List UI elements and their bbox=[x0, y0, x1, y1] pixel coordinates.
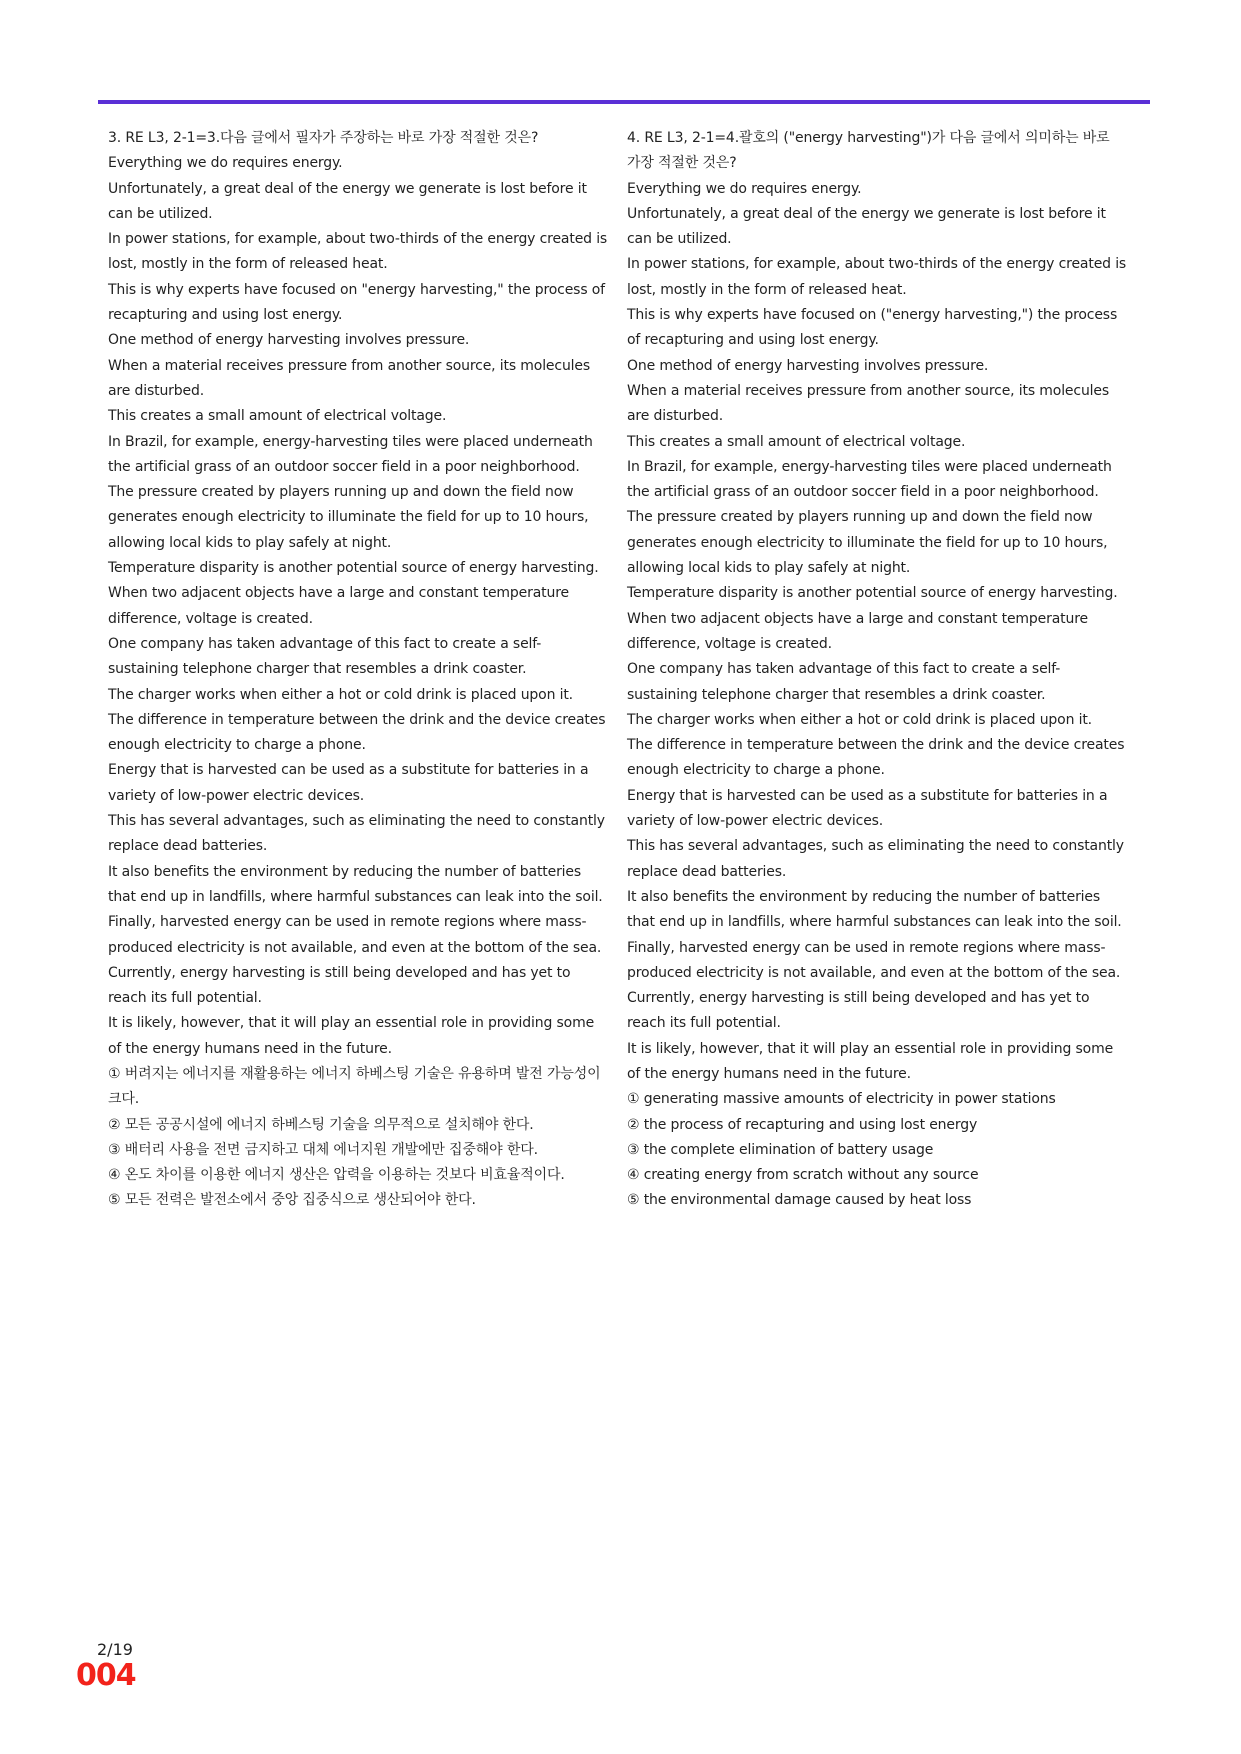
passage-sentence: It is likely, however, that it will play an essential role in providing some of the energy humans need in the future. bbox=[108, 1015, 595, 1057]
page-number: 2/19 bbox=[97, 1640, 133, 1659]
passage-sentence: The difference in temperature between the drink and the device creates enough electricity to charge a phone. bbox=[627, 737, 1125, 779]
passage-sentence: It is likely, however, that it will play an essential role in providing some of the energy humans need in the future. bbox=[627, 1040, 1114, 1082]
answer-option-5[interactable]: ⑤ 모든 전력은 발전소에서 중앙 집중식으로 생산되어야 한다. bbox=[108, 1192, 476, 1209]
question-3 bbox=[108, 126, 608, 1214]
header-rule bbox=[98, 100, 1150, 104]
passage-sentence: Finally, harvested energy can be used in remote regions where mass-produced electricity is not available, and even at the bottom of the sea. bbox=[108, 914, 602, 956]
passage-sentence: One company has taken advantage of this fact to create a self-sustaining telephone charger that resembles a drink coaster. bbox=[108, 635, 542, 678]
passage-sentence: When a material receives pressure from another source, its molecules are disturbed. bbox=[627, 382, 1110, 425]
passage-sentence: The pressure created by players running up and down the field now generates enough electricity to illuminate the field for up to 10 hours, allowing local kids to play safely at night. bbox=[627, 509, 1108, 577]
passage-sentence: Everything we do requires energy. bbox=[627, 180, 862, 197]
passage-sentence: Unfortunately, a great deal of the energy we generate is lost before it can be utilized. bbox=[108, 180, 587, 222]
passage-sentence: This has several advantages, such as eliminating the need to constantly replace dead batteries. bbox=[108, 813, 605, 855]
question-3-options bbox=[108, 1062, 608, 1214]
answer-option-4[interactable]: ④ creating energy from scratch without any source bbox=[627, 1167, 979, 1184]
passage-sentence: Unfortunately, a great deal of the energy we generate is lost before it can be utilized. bbox=[627, 205, 1106, 248]
answer-option-5[interactable]: ⑤ the environmental damage caused by heat loss bbox=[627, 1192, 972, 1209]
answer-option-2[interactable]: ② the process of recapturing and using lost energy bbox=[627, 1116, 978, 1133]
passage-sentence: Everything we do requires energy. bbox=[108, 155, 343, 172]
passage-sentence: This is why experts have focused on ("energy harvesting,") the process of recapturing and using lost energy. bbox=[627, 307, 1118, 349]
passage-sentence: In power stations, for example, about two-thirds of the energy created is lost, mostly in the form of released heat. bbox=[627, 256, 1127, 298]
passage-sentence: One method of energy harvesting involves pressure. bbox=[627, 357, 989, 374]
question-3-passage bbox=[108, 151, 608, 1062]
answer-option-4[interactable]: ④ 온도 차이를 이용한 에너지 생산은 압력을 이용하는 것보다 비효율적이다. bbox=[108, 1167, 565, 1184]
passage-sentence: The difference in temperature between the drink and the device creates enough electricity to charge a phone. bbox=[108, 711, 606, 754]
answer-option-3[interactable]: ③ 배터리 사용을 전면 금지하고 대체 에너지원 개발에만 집중해야 한다. bbox=[108, 1141, 538, 1158]
answer-option-2[interactable]: ② 모든 공공시설에 에너지 하베스팅 기술을 의무적으로 설치해야 한다. bbox=[108, 1116, 534, 1133]
passage-sentence: In power stations, for example, about two-thirds of the energy created is lost, mostly in the form of released heat. bbox=[108, 231, 608, 273]
passage-sentence: When two adjacent objects have a large and constant temperature difference, voltage is created. bbox=[627, 610, 1088, 652]
question-4-prompt: 4. RE L3, 2-1=4.괄호의 ("energy harvesting")가 다음 글에서 의미하는 바로 가장 적절한 것은? bbox=[627, 130, 1110, 172]
passage-sentence: The charger works when either a hot or cold drink is placed upon it. bbox=[627, 711, 1092, 728]
passage-sentence: The charger works when either a hot or cold drink is placed upon it. bbox=[108, 686, 573, 703]
passage-sentence: One company has taken advantage of this fact to create a self-sustaining telephone charger that resembles a drink coaster. bbox=[627, 661, 1061, 703]
question-3-prompt: 3. RE L3, 2-1=3.다음 글에서 필자가 주장하는 바로 가장 적절한 것은? bbox=[108, 130, 539, 146]
passage-sentence: This is why experts have focused on "energy harvesting," the process of recapturing and using lost energy. bbox=[108, 281, 605, 324]
passage-sentence: Currently, energy harvesting is still being developed and has yet to reach its full potential. bbox=[627, 990, 1090, 1032]
page-code: 004 bbox=[76, 1658, 136, 1693]
passage-sentence: It also benefits the environment by reducing the number of batteries that end up in landfills, where harmful substances can leak into the soil. bbox=[627, 888, 1122, 931]
passage-sentence: In Brazil, for example, energy-harvesting tiles were placed underneath the artificial grass of an outdoor soccer field in a poor neighborhood. bbox=[108, 433, 593, 475]
passage-sentence: It also benefits the environment by reducing the number of batteries that end up in landfills, where harmful substances can leak into the soil. bbox=[108, 863, 603, 905]
passage-sentence: When two adjacent objects have a large and constant temperature difference, voltage is created. bbox=[108, 585, 569, 627]
passage-sentence: This creates a small amount of electrical voltage. bbox=[108, 408, 447, 425]
passage-sentence: Energy that is harvested can be used as a substitute for batteries in a variety of low-power electric devices. bbox=[108, 762, 589, 804]
answer-option-1[interactable]: ① generating massive amounts of electricity in power stations bbox=[627, 1091, 1056, 1108]
passage-sentence: One method of energy harvesting involves pressure. bbox=[108, 332, 470, 349]
passage-sentence: Temperature disparity is another potential source of energy harvesting. bbox=[108, 560, 599, 577]
passage-sentence: In Brazil, for example, energy-harvesting tiles were placed underneath the artificial grass of an outdoor soccer field in a poor neighborhood. bbox=[627, 458, 1112, 501]
passage-sentence: The pressure created by players running up and down the field now generates enough electricity to illuminate the field for up to 10 hours, allowing local kids to play safely at night. bbox=[108, 484, 589, 551]
passage-sentence: Energy that is harvested can be used as a substitute for batteries in a variety of low-power electric devices. bbox=[627, 787, 1108, 830]
question-4-options bbox=[627, 1087, 1127, 1213]
passage-sentence: Temperature disparity is another potential source of energy harvesting. bbox=[627, 585, 1118, 602]
passage-sentence: When a material receives pressure from another source, its molecules are disturbed. bbox=[108, 357, 591, 399]
answer-option-1[interactable]: ① 버려지는 에너지를 재활용하는 에너지 하베스팅 기술은 유용하며 발전 가능성이 크다. bbox=[108, 1065, 601, 1108]
passage-sentence: This has several advantages, such as eliminating the need to constantly replace dead batteries. bbox=[627, 838, 1124, 880]
passage-sentence: Currently, energy harvesting is still being developed and has yet to reach its full potential. bbox=[108, 964, 571, 1007]
passage-sentence: Finally, harvested energy can be used in remote regions where mass-produced electricity is not available, and even at the bottom of the sea. bbox=[627, 939, 1121, 981]
passage-sentence: This creates a small amount of electrical voltage. bbox=[627, 433, 966, 450]
answer-option-3[interactable]: ③ the complete elimination of battery usage bbox=[627, 1141, 934, 1158]
question-4-passage bbox=[627, 177, 1127, 1088]
question-4 bbox=[627, 126, 1127, 1214]
